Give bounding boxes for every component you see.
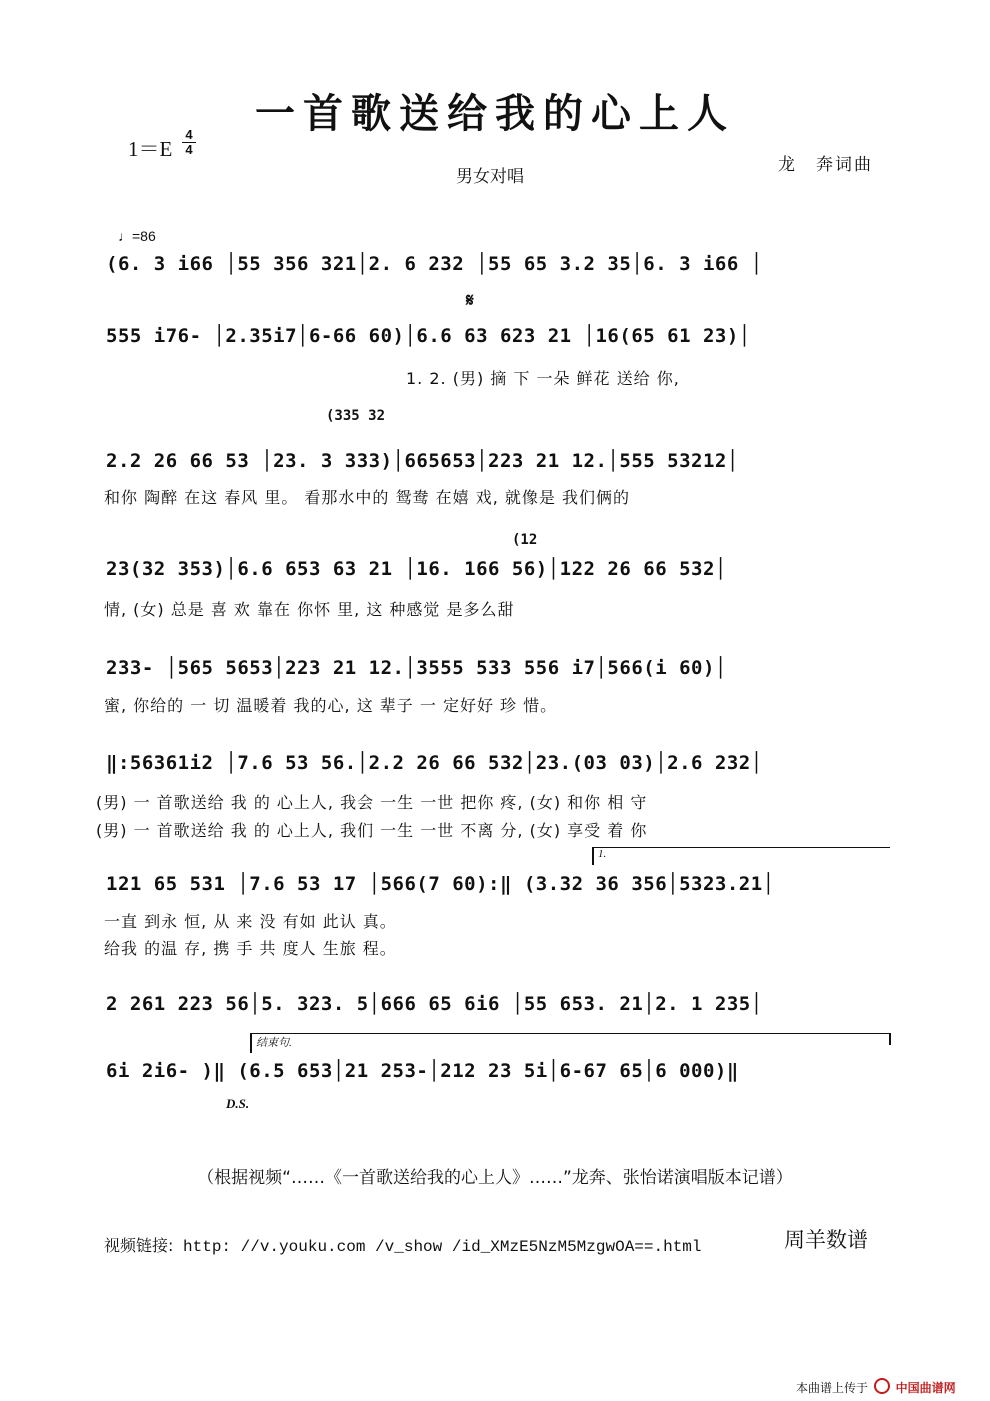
upload-site[interactable]: 中国曲谱网 bbox=[895, 1381, 956, 1395]
lyrics-line: (男) 一 首歌送给 我 的 心上人, 我会 一生 一世 把你 疼, (女) 和你 相 守 bbox=[96, 793, 648, 812]
lyrics-line: (男) 一 首歌送给 我 的 心上人, 我们 一生 一世 不离 分, (女) 享受 着 你 bbox=[96, 821, 648, 840]
lyrics-line: 情, (女) 总是 喜 欢 靠在 你怀 里, 这 种感觉 是多么甜 bbox=[104, 600, 515, 619]
notation-row: 2 261 223 56│5. 323. 5│666 65 6i6 │55 653. 21│2. 1 235│ bbox=[106, 993, 763, 1015]
lyrics-line: 一直 到永 恒, 从 来 没 有如 此认 真。 bbox=[104, 912, 397, 931]
notation-row: 6i 2i6- )‖ (6.5 653│21 253-│212 23 5i│6-67 65│6 000)‖ bbox=[106, 1060, 739, 1082]
ornament-notes: (335 32 bbox=[326, 408, 386, 424]
upload-credit bbox=[796, 1378, 956, 1396]
ending-label: 结束句. bbox=[256, 1037, 292, 1049]
volta-bracket-edge bbox=[592, 847, 594, 865]
tempo-marking: ♩=86 bbox=[118, 228, 156, 244]
subtitle: 男女对唱 bbox=[456, 167, 524, 187]
notation-row: 2.2 26 66 53 │23. 3 333)│665653│223 21 12.│555 53212│ bbox=[106, 450, 739, 472]
upload-prefix: 本曲谱上传于 bbox=[796, 1381, 869, 1395]
volta-1-label: 1. bbox=[598, 848, 607, 860]
site-logo-icon bbox=[874, 1378, 890, 1394]
video-link-url[interactable]: http: //v.youku.com /v_show /id_XMzE5NzM5MzgwOA==.html bbox=[183, 1238, 702, 1256]
transcriber-signature: 周羊数谱 bbox=[784, 1228, 868, 1252]
time-signature bbox=[182, 128, 196, 157]
volta-bracket bbox=[592, 847, 890, 848]
source-note: （根据视频“……《一首歌送给我的心上人》……”龙奔、张怡诺演唱版本记谱） bbox=[197, 1168, 793, 1188]
notation-row: 555 i76- │2.35i7│6-66 60)│6.6 63 623 21 │16(65 61 23)│ bbox=[106, 325, 751, 347]
ending-bracket bbox=[250, 1033, 890, 1034]
notation-row: (6. 3 i66 │55 356 321│2. 6 232 │55 65 3.2 35│6. 3 i66 │ bbox=[106, 253, 763, 275]
meter-bottom: 4 bbox=[182, 142, 196, 157]
lyrics-line: 给我 的温 存, 携 手 共 度人 生旅 程。 bbox=[104, 939, 397, 958]
ending-bracket-edge bbox=[889, 1033, 891, 1045]
meter-top: 4 bbox=[185, 127, 193, 142]
notation-row: 121 65 531 │7.6 53 17 │566(7 60):‖ (3.32 36 356│5323.21│ bbox=[106, 873, 775, 895]
ending-bracket-edge bbox=[250, 1033, 252, 1053]
key-signature: 1＝E bbox=[128, 137, 173, 161]
notation-row: 23(32 353)│6.6 653 63 21 │16. 166 56)│122 26 66 532│ bbox=[106, 558, 727, 580]
lyrics-line: 1. 2. (男) 摘 下 一朵 鲜花 送给 你, bbox=[406, 369, 680, 388]
ornament-notes: (12 bbox=[512, 532, 538, 548]
song-title: 一首歌送给我的心上人 bbox=[255, 90, 735, 137]
lyrics-line: 和你 陶醉 在这 春风 里。 看那水中的 鸳鸯 在嬉 戏, 就像是 我们俩的 bbox=[104, 488, 630, 507]
notation-row: ‖:56361i2 │7.6 53 56.│2.2 26 66 532│23.(03 03)│2.6 232│ bbox=[106, 752, 763, 774]
composer-credit: 龙 奔词曲 bbox=[778, 155, 873, 175]
dal-segno-marking: D.S. bbox=[226, 1096, 250, 1111]
notation-row: 233- │565 5653│223 21 12.│3555 533 556 i7│566(i 60)│ bbox=[106, 657, 727, 679]
video-link-label: 视频链接: bbox=[104, 1236, 174, 1255]
segno-icon: 𝄋 bbox=[466, 290, 474, 311]
video-link bbox=[104, 1233, 702, 1256]
lyrics-line: 蜜, 你给的 一 切 温暖着 我的心, 这 辈子 一 定好好 珍 惜。 bbox=[104, 696, 558, 715]
